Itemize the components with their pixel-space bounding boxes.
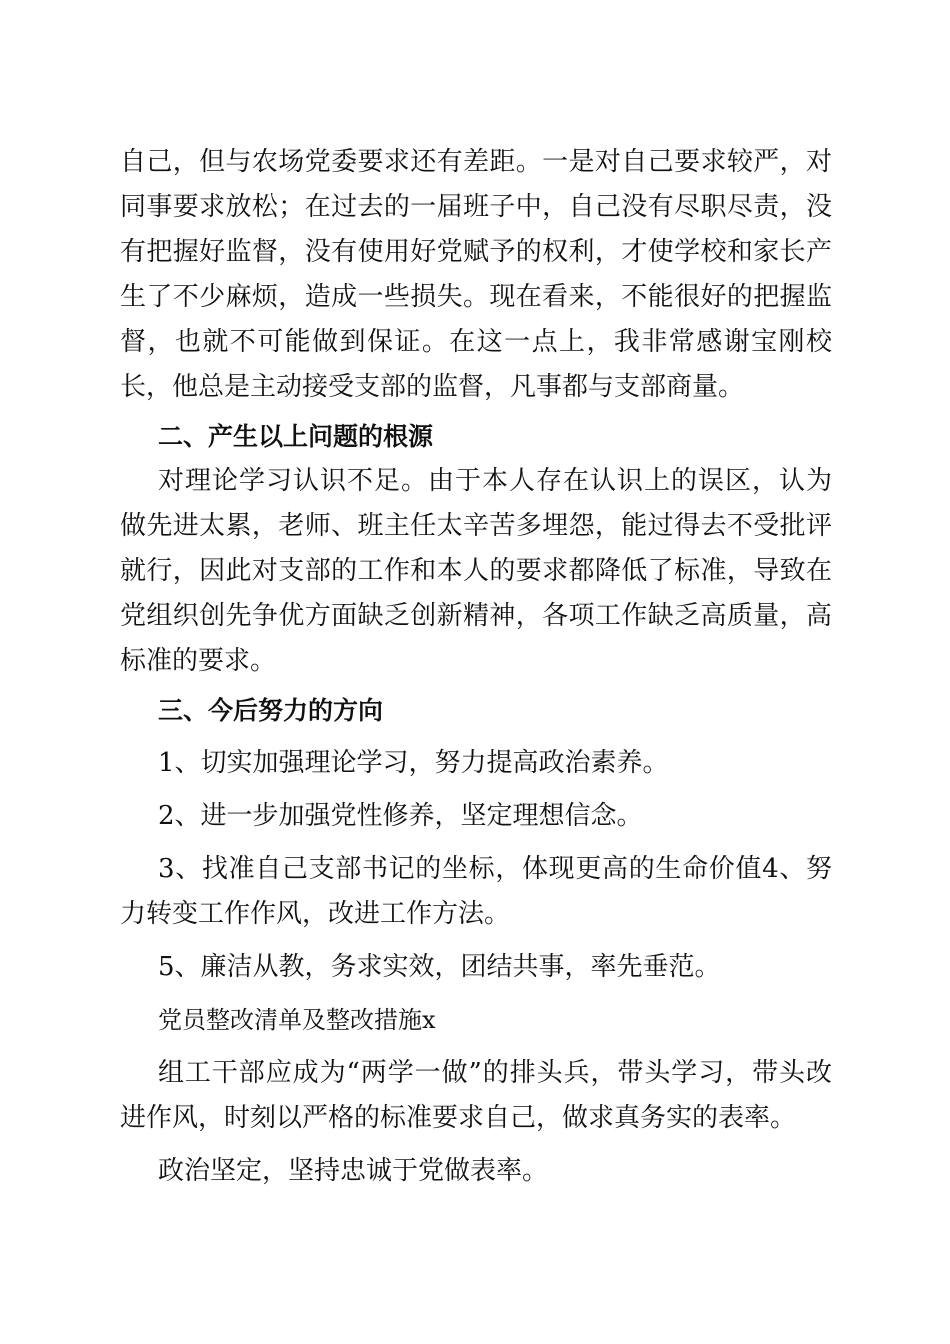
body-paragraph-2: 对理论学习认识不足。由于本人存在认识上的误区，认为做先进太累，老师、班主任太辛苦多埋怨，能过得去不受批评就行，因此对支部的工作和本人的要求都降低了标准，导致在党组织创先争优方面缺乏创新精神，各项工作缺乏高质量，高标准的要求。 bbox=[120, 466, 832, 676]
list-item-3: 3、找准自己支部书记的坐标，体现更高的生命价值4、努力转变工作作风，改进工作方法。 bbox=[120, 854, 832, 929]
body-paragraph-1: 自己，但与农场党委要求还有差距。一是对自己要求较严，对同事要求放松；在过去的一届班子中，自己没有尽职尽责，没有把握好监督，没有使用好党赋予的权利，才使学校和家长产生了不少麻烦，造成一些损失。现在看来，不能很好的把握监督，也就不可能做到保证。在这一点上，我非常感谢宝刚校长，他总是主动接受支部的监督，凡事都与支部商量。 bbox=[120, 147, 832, 402]
list-item-5: 5、廉洁从教，务求实效，团结共事，率先垂范。 bbox=[158, 952, 721, 982]
body-paragraph-3: 组工干部应成为“两学一做”的排头兵，带头学习，带头改进作风，时刻以严格的标准要求自己，做求真务实的表率。 bbox=[120, 1058, 832, 1133]
body-paragraph-4: 政治坚定，坚持忠诚于党做表率。 bbox=[158, 1156, 549, 1186]
list-item-1: 1、切实加强理论学习，努力提高政治素养。 bbox=[158, 748, 669, 778]
subtitle: 党员整改清单及整改措施x bbox=[158, 1006, 436, 1034]
document-page bbox=[120, 140, 832, 1194]
section-heading-2: 二、产生以上问题的根源 bbox=[158, 422, 434, 451]
list-item-2: 2、进一步加强党性修养，坚定理想信念。 bbox=[158, 801, 643, 831]
section-heading-3: 三、今后努力的方向 bbox=[158, 696, 384, 725]
